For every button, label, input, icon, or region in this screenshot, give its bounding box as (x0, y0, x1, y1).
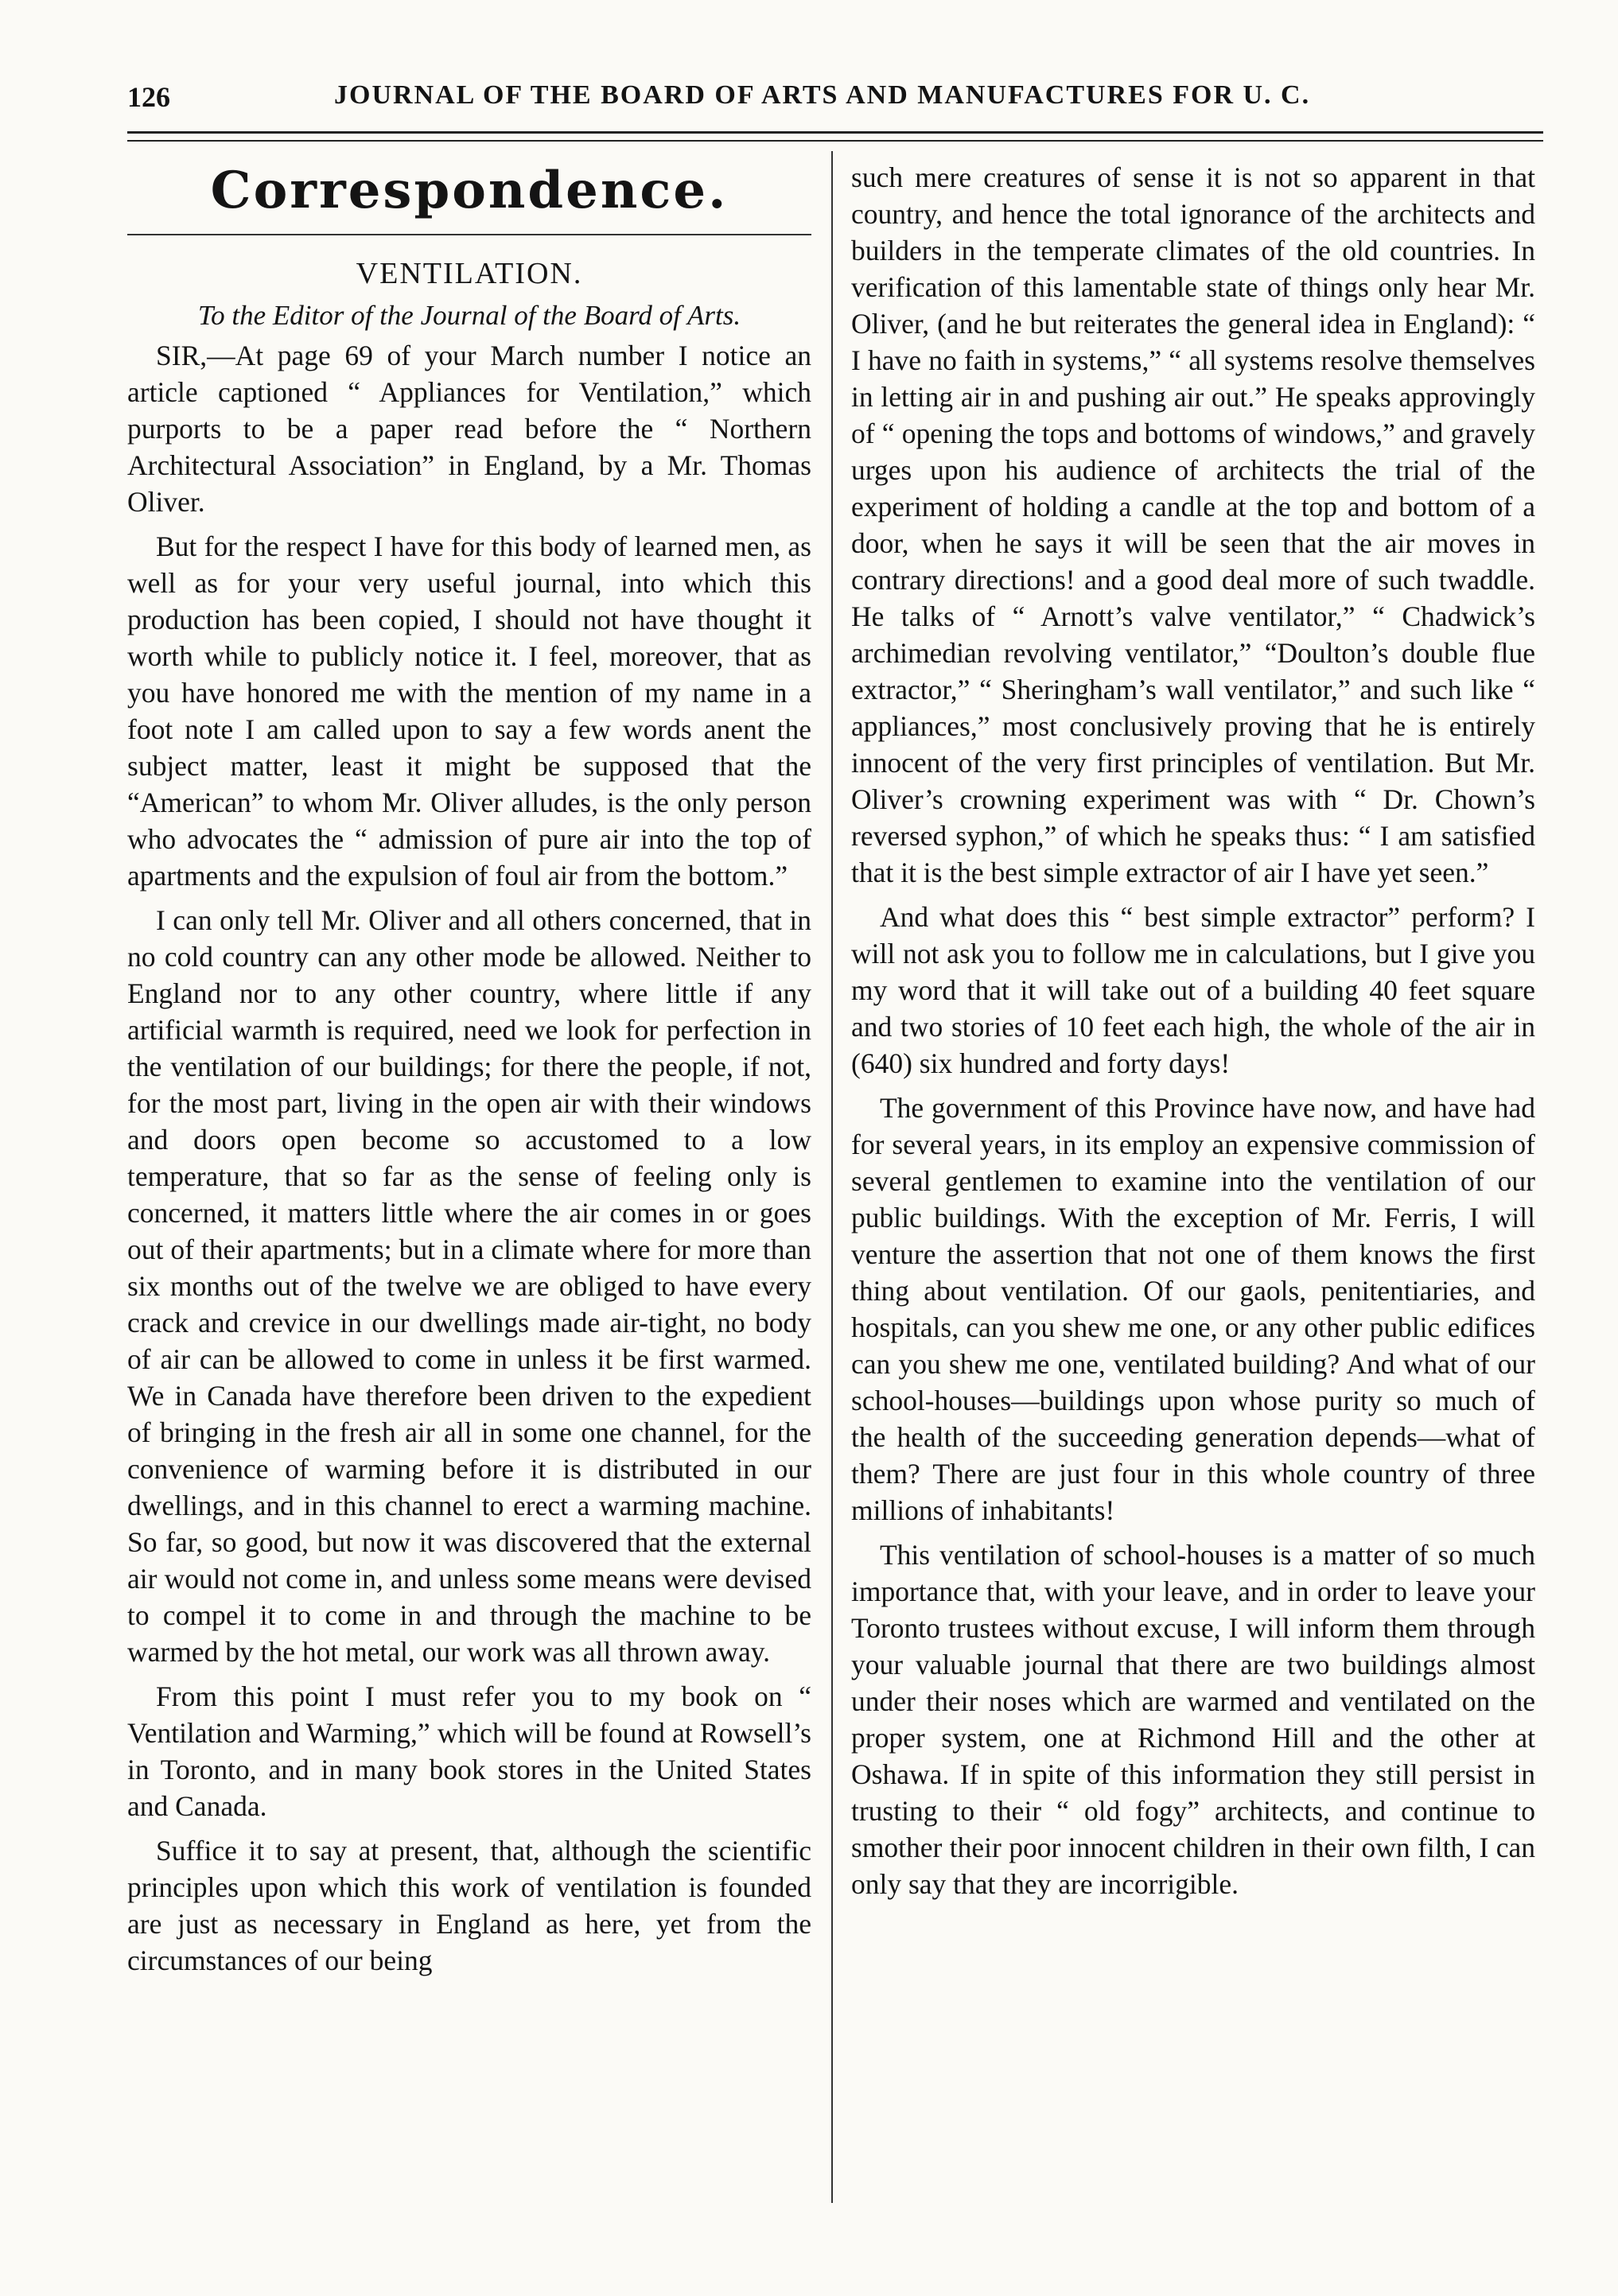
paragraph: SIR,—At page 69 of your March number I notice an article captioned “ Appliances for Ventilation,” which purports to be a paper read before the “ Northern Architectural Association” in England, by a Mr. Thomas Oliver. (127, 340, 811, 518)
section-heading: Correspondence. (210, 161, 729, 220)
paragraph: And what does this “ best simple extractor” perform? I will not ask you to follow me in calculations, but I give you my word that it will take out of a building 40 feet square and two stories of 10 feet each high, the whole of the air in (640) six hundred and forty days! (851, 901, 1535, 1079)
page-number: 126 (127, 81, 170, 113)
paragraph: But for the respect I have for this body of learned men, as well as for your very useful journal, into which this production has been copied, I should not have thought it worth while to publicly notice it. I feel, moreover, that as you have honored me with the mention of my name in a foot note I am called upon to say a few words anent the subject matter, least it might be supposed that the “American” to whom Mr. Oliver alludes, is the only person who advocates the “ admission of pure air into the top of apartments and the expulsion of foul air from the bottom.” (127, 530, 811, 892)
header-rule (127, 131, 1543, 142)
left-column (127, 159, 811, 2275)
article-title: VENTILATION. (356, 257, 583, 290)
paragraph: such mere creatures of sense it is not so apparent in that country, and hence the total ignorance of the architects and builders in the temperate climates of the old countries. In verification of this lamentable state of things only hear Mr. Oliver, (and he but reiterates the general idea in England): “ I have no faith in systems,” “ all systems resolve themselves in letting air in and pushing air out.” He speaks approvingly of “ opening the tops and bottoms of windows,” and gravely urges upon his audience of architects the trial of the experiment of holding a candle at the top and bottom of a door, when he says it will be seen that the air moves in contrary directions! and a good deal more of such twaddle. He talks of “ Arnott’s valve ventilator,” “ Chadwick’s archimedian revolving ventilator,” “Doulton’s double flue extractor,” “ Sheringham’s wall ventilator,” and such like “ appliances,” most conclusively proving that he is entirely innocent of the very first principles of ventilation. But Mr. Oliver’s crowning experiment was with “ Dr. Chown’s reversed syphon,” of which he speaks thus: “ I am satisfied that it is the best simple extractor of air I have yet seen.” (851, 161, 1535, 888)
addressee-line: To the Editor of the Journal of the Board of Arts. (197, 300, 741, 331)
paragraph: This ventilation of school-houses is a matter of so much importance that, with your leave, and in order to leave your Toronto trustees without excuse, I will inform them through your valuable journal that there are two buildings almost under their noses which are warmed and ventilated on the proper system, one at Richmond Hill and the other at Oshawa. If in spite of this information they still persist in trusting to their “ old fogy” architects, and continue to smother their poor innocent children in their own filth, I can only say that they are incorrigible. (851, 1539, 1535, 1900)
paragraph: Suffice it to say at present, that, although the scientific principles upon which this work of ventilation is founded are just as necessary in England as here, yet from the circumstances of our being (127, 1835, 811, 1976)
heading-rule (127, 234, 811, 235)
page-header (127, 76, 1551, 123)
running-title: JOURNAL OF THE BOARD OF ARTS AND MANUFACTURES FOR U. C. (334, 80, 1311, 110)
right-column (851, 159, 1535, 2275)
paragraph: From this point I must refer you to my book on “ Ventilation and Warming,” which will be found at Rowsell’s in Toronto, and in many book stores in the United States and Canada. (127, 1680, 811, 1822)
column-divider (831, 151, 833, 2203)
paragraph: The government of this Province have now, and have had for several years, in its employ an expensive commission of several gentlemen to examine into the ventilation of our public buildings. With the exception of Mr. Ferris, I will venture the assertion that not one of them knows the first thing about ventilation. Of our gaols, penitentiaries, and hospitals, can you shew me one, or any other public edifices can you shew me one, ventilated building? And what of our school-houses—buildings upon whose purity so much of the health of the succeeding generation depends—what of them? There are just four in this whole country of three millions of inhabitants! (851, 1092, 1535, 1526)
paragraph: I can only tell Mr. Oliver and all others concerned, that in no cold country can any other mode be allowed. Neither to England nor to any other country, where little if any artificial warmth is required, need we look for perfection in the ventilation of our buildings; for there the people, if not, for the most part, living in the open air with their windows and doors open become so accustomed to a low temperature, that so far as the sense of feeling only is concerned, it matters little where the air comes in or goes out of their apartments; but in a climate where for more than six months out of the twelve we are obliged to have every crack and crevice in our dwellings made air-tight, no body of air can be allowed to come in unless it be first warmed. We in Canada have therefore been driven to the expedient of bringing in the fresh air all in some one channel, for the convenience of warming before it is distributed in our dwellings, and in this channel to erect a warming machine. So far, so good, but now it was discovered that the external air would not come in, and unless some means were devised to compel it to come in and through the machine to be warmed by the hot metal, our work was all thrown away. (127, 904, 811, 1668)
